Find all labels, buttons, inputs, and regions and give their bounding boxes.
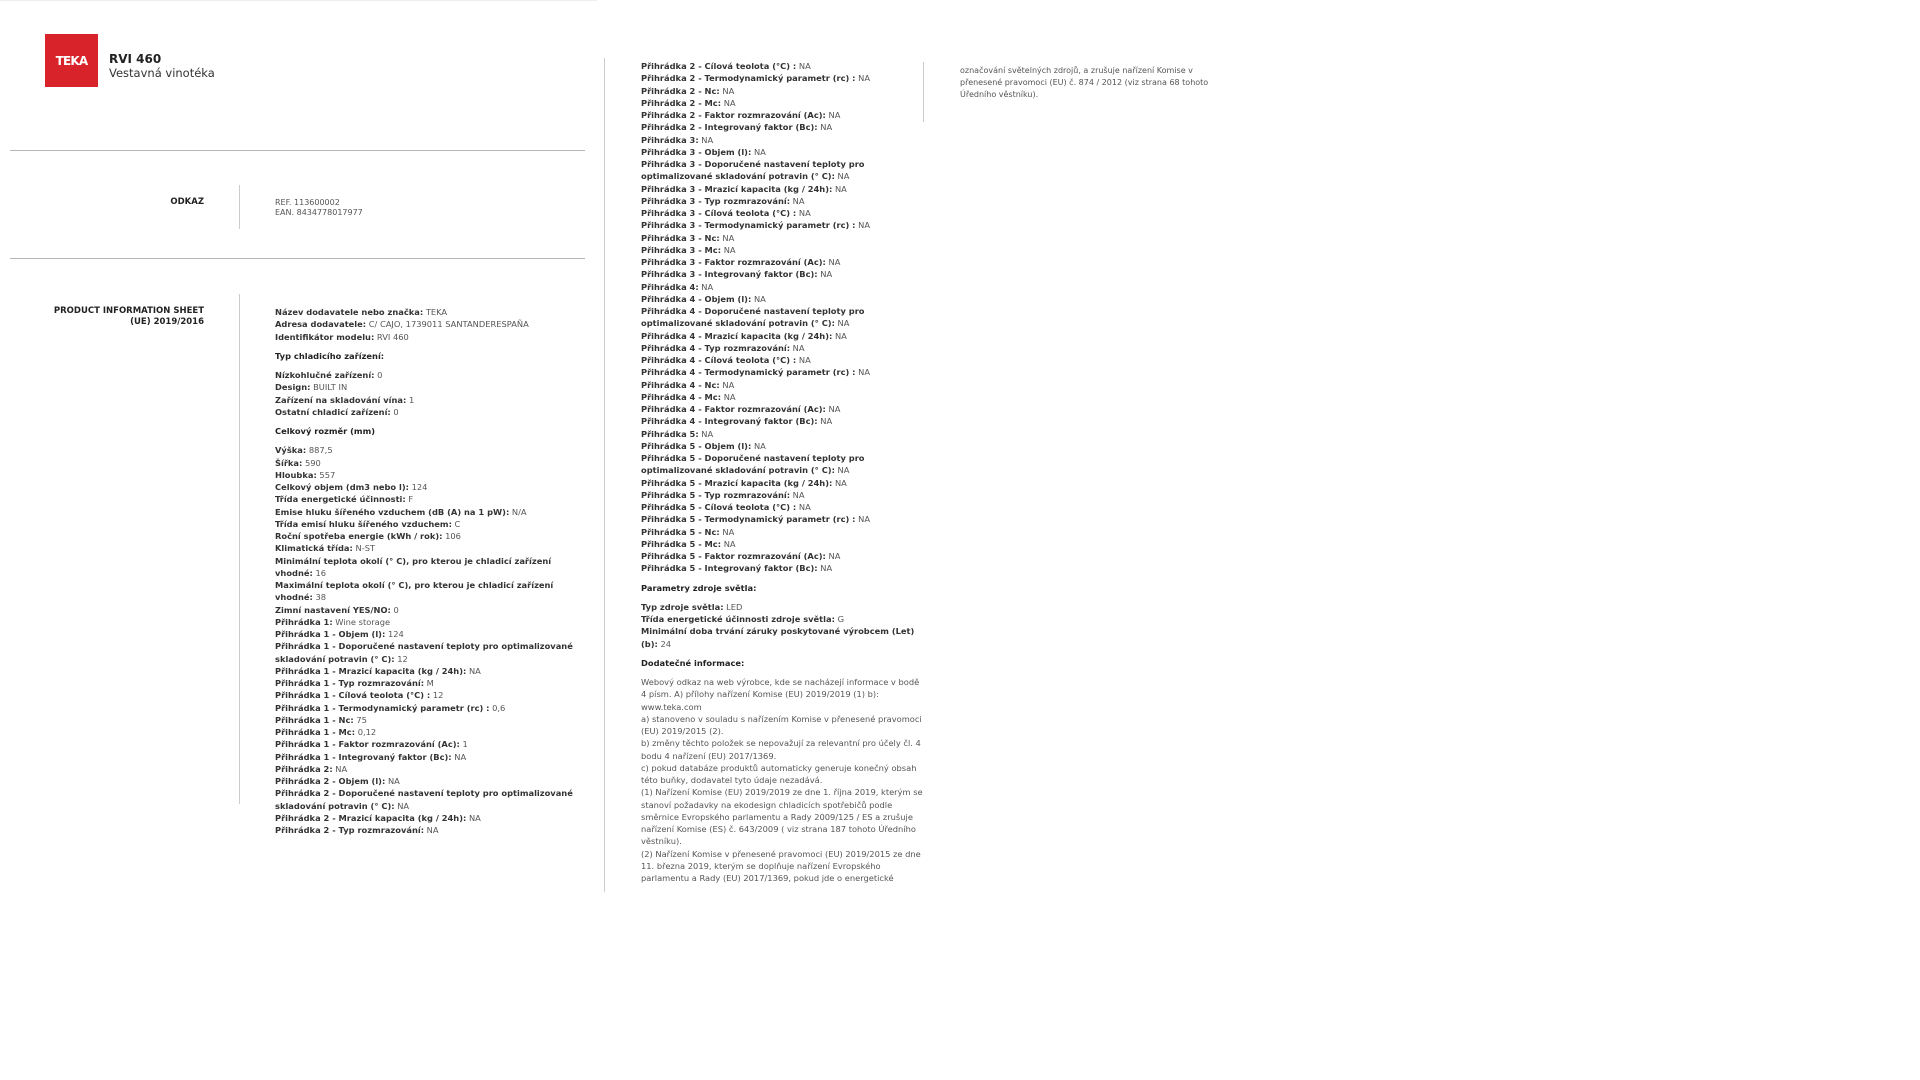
spec-row — [641, 158, 926, 183]
spec-row — [641, 256, 926, 268]
spec-value: N/A — [511, 506, 527, 517]
spec-key: Přihrádka 5 - Mc: — [641, 538, 722, 549]
spec-row — [275, 457, 575, 469]
spec-key: Přihrádka 5: — [641, 428, 699, 439]
spec-row — [641, 305, 926, 330]
spec-key: Přihrádka 3 - Objem (l): — [641, 146, 752, 157]
spec-value: 0,12 — [357, 727, 377, 737]
spec-row — [641, 601, 926, 613]
spec-row — [641, 134, 926, 146]
spec-row — [641, 550, 926, 562]
spec-key: Přihrádka 5 - Cílová teolota (°C) : — [641, 502, 797, 512]
spec-value: BUILT IN — [313, 382, 348, 393]
spec-row — [275, 306, 575, 318]
spec-value: 887,5 — [308, 445, 333, 456]
spec-key: Přihrádka 5 - Doporučené nastavení teploty pro optimalizované skladování potravin (° C): — [641, 453, 865, 476]
ean-number: EAN. 8434778017977 — [275, 208, 363, 217]
product-subtitle: Vestavná vinotéka — [109, 66, 215, 80]
spec-value: NA — [701, 281, 714, 292]
sheet-vertical-divider — [239, 294, 240, 804]
spec-key: Přihrádka 3 - Nc: — [641, 232, 720, 243]
spec-value: RVI 460 — [376, 331, 409, 342]
spec-row — [641, 562, 926, 574]
section-heading: Dodatečné informace: — [641, 657, 745, 668]
spec-column-2 — [641, 60, 926, 884]
spec-value: 590 — [305, 457, 321, 468]
spec-value: NA — [723, 244, 736, 255]
spec-key: Název dodavatele nebo značka: — [275, 307, 424, 317]
spec-row — [641, 513, 926, 525]
spec-row — [641, 121, 926, 133]
spec-value: NA — [701, 428, 714, 439]
spec-value: 0 — [393, 604, 399, 615]
spec-row — [641, 379, 926, 391]
spec-key: Přihrádka 2: — [275, 763, 333, 774]
spec-row — [641, 232, 926, 244]
spec-value: 75 — [356, 714, 367, 725]
spec-row — [641, 97, 926, 109]
spec-row — [275, 444, 575, 456]
spec-key: Přihrádka 3 - Termodynamický parametr (rc) : — [641, 220, 856, 231]
spec-row — [275, 469, 575, 481]
spec-key: Přihrádka 2 - Mrazicí kapacita (kg / 24h): — [275, 812, 467, 823]
reference-label: ODKAZ — [170, 197, 204, 207]
spec-value: NA — [335, 763, 348, 774]
spec-row — [275, 751, 575, 763]
spec-value: 106 — [445, 531, 461, 541]
spec-key: Nízkohlučné zařízení: — [275, 370, 375, 380]
spec-value: NA — [701, 134, 714, 145]
spec-row — [641, 268, 926, 280]
spec-key: Šířka: — [275, 457, 303, 468]
spec-value: NA — [722, 379, 735, 390]
spec-value: NA — [753, 146, 766, 157]
spec-value: NA — [858, 73, 871, 84]
spec-key: Přihrádka 3 - Faktor rozmrazování (Ac): — [641, 257, 826, 267]
spec-value: NA — [820, 269, 833, 280]
spec-value: NA — [837, 171, 850, 182]
spec-row — [641, 183, 926, 195]
spec-value: NA — [387, 776, 400, 786]
spec-row — [641, 452, 926, 477]
spec-value: NA — [798, 502, 811, 512]
column-divider — [604, 58, 605, 892]
spec-value: NA — [426, 825, 439, 835]
spec-value: NA — [820, 416, 833, 427]
spec-value: 16 — [315, 567, 327, 578]
spec-key: Adresa dodavatele: — [275, 319, 367, 330]
spec-row — [641, 526, 926, 538]
spec-row — [275, 628, 575, 640]
spec-key: Přihrádka 2 - Faktor rozmrazování (Ac): — [641, 110, 826, 120]
spec-value: NA — [753, 440, 766, 451]
spec-value: NA — [792, 489, 805, 500]
spec-value: 0 — [377, 370, 383, 380]
spec-value: NA — [798, 61, 811, 71]
spec-value: NA — [828, 257, 841, 267]
spec-key: Přihrádka 4 - Cílová teolota (°C) : — [641, 355, 797, 365]
spec-key: Přihrádka 4 - Typ rozmrazování: — [641, 342, 791, 353]
spec-value: 124 — [387, 629, 404, 639]
spec-key: Přihrádka 1 - Termodynamický parametr (rc) : — [275, 702, 490, 713]
spec-row — [641, 72, 926, 84]
spec-row — [641, 613, 926, 625]
spec-value: C — [454, 518, 461, 529]
spec-row — [275, 579, 575, 604]
spec-row — [641, 109, 926, 121]
spec-value: NA — [723, 538, 736, 549]
spec-key: Minimální teplota okolí (° C), pro kterou je chladicí zařízení vhodné: — [275, 555, 552, 578]
spec-column-1 — [275, 306, 575, 836]
spec-value: NA — [837, 318, 850, 329]
spec-key: Přihrádka 2 - Nc: — [641, 85, 720, 96]
column-divider — [923, 62, 924, 122]
spec-row — [275, 493, 575, 505]
spec-value: NA — [834, 183, 847, 194]
spec-row — [641, 428, 926, 440]
spec-key: Přihrádka 1 - Mrazicí kapacita (kg / 24h): — [275, 665, 467, 676]
spec-value: NA — [828, 404, 841, 414]
spec-key: Přihrádka 2 - Typ rozmrazování: — [275, 825, 425, 835]
reference-vertical-divider — [239, 185, 240, 229]
spec-row — [275, 689, 575, 701]
spec-value: N-ST — [355, 543, 376, 554]
spec-key: Hloubka: — [275, 469, 317, 480]
spec-key: Přihrádka 4 - Integrovaný faktor (Bc): — [641, 416, 818, 427]
spec-value: NA — [397, 800, 410, 811]
spec-row — [275, 604, 575, 616]
spec-row — [641, 207, 926, 219]
spec-row — [275, 318, 575, 330]
reference-values — [275, 198, 363, 218]
spec-row — [275, 506, 575, 518]
spec-key: Třída energetické účinnosti: — [275, 494, 406, 505]
spec-key: Přihrádka 5 - Typ rozmrazování: — [641, 489, 791, 500]
spec-key: Přihrádka 2 - Objem (l): — [275, 776, 386, 786]
spec-row — [641, 625, 926, 650]
spec-value: 124 — [411, 482, 428, 492]
spec-key: Maximální teplota okolí (° C), pro kterou je chladicí zařízení vhodné: — [275, 580, 554, 603]
spec-key: Přihrádka 2 - Cílová teolota (°C) : — [641, 61, 797, 71]
spec-row — [641, 60, 926, 72]
spec-key: Přihrádka 2 - Integrovaný faktor (Bc): — [641, 122, 818, 133]
spec-column-3 — [960, 65, 1230, 102]
spec-value: M — [426, 678, 434, 688]
spec-value: LED — [726, 601, 743, 612]
spec-row — [275, 714, 575, 726]
spec-value: NA — [828, 110, 841, 120]
note-paragraph: c) pokud databáze produktů automaticky generuje konečný obsah této buňky, dodavatel tyto údaje nezadává. — [641, 762, 917, 785]
spec-key: Přihrádka 1 - Mc: — [275, 727, 356, 737]
spec-row — [275, 481, 575, 493]
note-paragraph: Webový odkaz na web výrobce, kde se nacházejí informace v bodě 4 písm. A) přílohy nařízení Komise (EU) 2019/2019 (1) b): www.teka.com — [641, 677, 920, 712]
spec-value: NA — [792, 195, 805, 206]
teka-logo — [45, 34, 98, 87]
spec-key: Přihrádka 4: — [641, 281, 699, 292]
spec-value: TEKA — [425, 307, 448, 317]
spec-row — [275, 787, 575, 812]
logo-text: TEKA — [55, 53, 88, 68]
spec-key: Přihrádka 5 - Integrovaný faktor (Bc): — [641, 563, 818, 574]
spec-key: Přihrádka 4 - Objem (l): — [641, 293, 752, 304]
spec-key: Přihrádka 1 - Integrovaný faktor (Bc): — [275, 751, 452, 762]
spec-row — [641, 146, 926, 158]
top-divider — [0, 0, 597, 1]
note-paragraph: (1) Nařízení Komise (EU) 2019/2019 ze dne 1. října 2019, kterým se stanoví požadavky na ekodesign chladicích spotřebičů podle směrnice Evropského parlamentu a Rady 2009/125 / ES a zrušuje nařízení Komise (ES) č. 643/2009 ( viz strana 187 tohoto Úředního věstníku). — [641, 787, 923, 847]
spec-value: 1 — [408, 394, 415, 405]
sheet-label-line1: PRODUCT INFORMATION SHEET — [53, 306, 204, 316]
spec-row — [275, 555, 575, 580]
spec-key: Přihrádka 2 - Termodynamický parametr (rc) : — [641, 73, 856, 84]
spec-value: G — [837, 614, 844, 624]
spec-value: NA — [723, 97, 736, 108]
spec-row — [275, 530, 575, 542]
section-heading: Celkový rozměr (mm) — [275, 426, 376, 436]
spec-value: NA — [834, 477, 847, 488]
spec-key: Přihrádka 3 - Mc: — [641, 244, 722, 255]
sheet-label-line2: (UE) 2019/2016 — [130, 316, 204, 327]
spec-value: 24 — [660, 638, 672, 649]
spec-key: Přihrádka 5 - Mrazicí kapacita (kg / 24h): — [641, 477, 833, 488]
spec-value: NA — [834, 330, 847, 341]
spec-value: NA — [837, 465, 850, 476]
spec-value: NA — [858, 220, 871, 231]
spec-key: Přihrádka 4 - Doporučené nastavení teploty pro optimalizované skladování potravin (° C): — [641, 306, 865, 329]
spec-value: NA — [792, 342, 805, 353]
spec-value: NA — [858, 367, 871, 378]
spec-row — [275, 775, 575, 787]
spec-value: 557 — [319, 469, 336, 480]
spec-value: NA — [820, 563, 833, 574]
spec-key: Emise hluku šířeného vzduchem (dB (A) na 1 pW): — [275, 506, 510, 517]
spec-value: NA — [723, 391, 736, 402]
spec-key: Přihrádka 3 - Integrovaný faktor (Bc): — [641, 269, 818, 280]
spec-row — [641, 538, 926, 550]
spec-key: Třída energetické účinnosti zdroje světla: — [641, 614, 835, 624]
spec-value: F — [408, 494, 414, 505]
spec-row — [641, 366, 926, 378]
note-paragraph: a) stanoveno v souladu s nařízením Komise v přenesené pravomoci (EU) 2019/2015 (2). — [641, 713, 922, 736]
spec-key: Přihrádka 4 - Mc: — [641, 391, 722, 402]
note-paragraph: b) změny těchto položek se nepovažují za relevantní pro účely čl. 4 bodu 4 nařízení (EU) 2017/1369. — [641, 738, 921, 761]
spec-row — [641, 501, 926, 513]
spec-key: Ostatní chladicí zařízení: — [275, 406, 391, 417]
spec-row — [641, 293, 926, 305]
spec-value: NA — [468, 812, 481, 823]
spec-value: NA — [722, 526, 735, 537]
spec-key: Přihrádka 3: — [641, 134, 699, 145]
spec-key: Zařízení na skladování vína: — [275, 394, 407, 405]
spec-value: 1 — [462, 739, 468, 750]
section-heading: Parametry zdroje světla: — [641, 582, 757, 593]
spec-row — [641, 219, 926, 231]
spec-row — [641, 391, 926, 403]
spec-row — [275, 702, 575, 714]
spec-value: NA — [722, 85, 735, 96]
sheet-label — [10, 306, 204, 327]
spec-value: NA — [722, 232, 735, 243]
spec-key: Přihrádka 3 - Typ rozmrazování: — [641, 195, 791, 206]
spec-row — [641, 85, 926, 97]
spec-key: Přihrádka 4 - Nc: — [641, 379, 720, 390]
spec-row — [641, 354, 926, 366]
spec-row — [641, 477, 926, 489]
spec-value: C/ CAJO, 1739011 SANTANDERESPAÑA — [368, 319, 529, 330]
spec-key: Přihrádka 1 - Faktor rozmrazování (Ac): — [275, 739, 460, 750]
spec-row — [275, 640, 575, 665]
spec-row — [275, 542, 575, 554]
spec-key: Přihrádka 3 - Cílová teolota (°C) : — [641, 208, 797, 218]
spec-key: Přihrádka 2 - Mc: — [641, 97, 722, 108]
spec-key: Přihrádka 1 - Objem (l): — [275, 629, 386, 639]
spec-row — [275, 616, 575, 628]
spec-key: Přihrádka 1: — [275, 616, 333, 627]
spec-row — [641, 440, 926, 452]
spec-value: Wine storage — [335, 616, 391, 627]
spec-key: Klimatická třída: — [275, 543, 353, 554]
note-paragraph: (2) Nařízení Komise v přenesené pravomoci (EU) 2019/2015 ze dne 11. března 2019, kterým se doplňuje nařízení Evropského parlamentu a Rady (EU) 2017/1369, pokud jde o energetické — [641, 848, 921, 883]
spec-row — [641, 342, 926, 354]
spec-row — [641, 195, 926, 207]
spec-value: NA — [828, 551, 841, 561]
spec-row — [275, 406, 575, 418]
spec-key: Přihrádka 5 - Nc: — [641, 526, 720, 537]
spec-row — [275, 665, 575, 677]
spec-row — [641, 403, 926, 415]
spec-row — [275, 738, 575, 750]
spec-key: Přihrádka 3 - Doporučené nastavení teploty pro optimalizované skladování potravin (° C): — [641, 159, 865, 182]
spec-key: Přihrádka 2 - Doporučené nastavení teploty pro optimalizované skladování potravin (° C): — [275, 788, 573, 811]
spec-key: Přihrádka 5 - Termodynamický parametr (rc) : — [641, 514, 856, 525]
spec-key: Třída emisí hluku šířeného vzduchem: — [275, 518, 452, 529]
product-model: RVI 460 — [109, 52, 162, 66]
spec-key: Přihrádka 4 - Termodynamický parametr (rc) : — [641, 367, 856, 378]
spec-value: 12 — [432, 690, 444, 701]
spec-row — [275, 518, 575, 530]
spec-row — [275, 763, 575, 775]
spec-value: NA — [753, 293, 766, 304]
spec-key: Zimní nastavení YES/NO: — [275, 604, 391, 615]
spec-key: Přihrádka 1 - Doporučené nastavení teploty pro optimalizované skladování potravin (° C): — [275, 641, 573, 664]
spec-row — [641, 244, 926, 256]
spec-row — [275, 812, 575, 824]
note-paragraph: označování světelných zdrojů, a zrušuje nařízení Komise v přenesené pravomoci (EU) č. 874 / 2012 (viz strana 68 tohoto Úředního věstníku). — [960, 66, 1209, 100]
ref-number: REF. 113600002 — [275, 198, 340, 207]
spec-value: 0,6 — [492, 702, 506, 713]
spec-key: Přihrádka 1 - Typ rozmrazování: — [275, 678, 425, 688]
spec-key: Přihrádka 1 - Nc: — [275, 714, 354, 725]
spec-key: Přihrádka 4 - Faktor rozmrazování (Ac): — [641, 404, 826, 414]
spec-key: Přihrádka 3 - Mrazicí kapacita (kg / 24h): — [641, 183, 833, 194]
spec-key: Minimální doba trvání záruky poskytované výrobcem (Let) (b): — [641, 626, 915, 649]
section-divider — [10, 258, 585, 259]
spec-row — [275, 726, 575, 738]
spec-row — [275, 824, 575, 836]
spec-value: 0 — [393, 406, 399, 417]
spec-row — [275, 369, 575, 381]
spec-row — [641, 489, 926, 501]
spec-key: Přihrádka 5 - Objem (l): — [641, 440, 752, 451]
spec-value: NA — [858, 514, 871, 525]
spec-key: Výška: — [275, 445, 307, 456]
spec-row — [641, 330, 926, 342]
spec-value: NA — [820, 122, 833, 133]
spec-key: Celkový objem (dm3 nebo l): — [275, 482, 409, 492]
spec-key: Typ zdroje světla: — [641, 601, 724, 612]
spec-key: Roční spotřeba energie (kWh / rok): — [275, 531, 443, 541]
spec-value: NA — [798, 355, 811, 365]
spec-key: Přihrádka 5 - Faktor rozmrazování (Ac): — [641, 551, 826, 561]
spec-key: Přihrádka 1 - Cílová teolota (°C) : — [275, 690, 431, 701]
spec-row — [275, 331, 575, 343]
spec-key: Design: — [275, 382, 311, 393]
spec-value: NA — [468, 665, 481, 676]
spec-value: 38 — [315, 592, 327, 603]
spec-row — [275, 381, 575, 393]
spec-value: NA — [454, 751, 467, 762]
spec-row — [275, 677, 575, 689]
spec-row — [641, 281, 926, 293]
spec-row — [641, 415, 926, 427]
spec-row — [275, 394, 575, 406]
section-divider — [10, 150, 585, 151]
spec-value: 12 — [397, 653, 408, 664]
spec-key: Identifikátor modelu: — [275, 331, 375, 342]
spec-value: NA — [798, 208, 811, 218]
spec-key: Přihrádka 4 - Mrazicí kapacita (kg / 24h): — [641, 330, 833, 341]
section-heading: Typ chladicího zařízení: — [275, 350, 385, 361]
